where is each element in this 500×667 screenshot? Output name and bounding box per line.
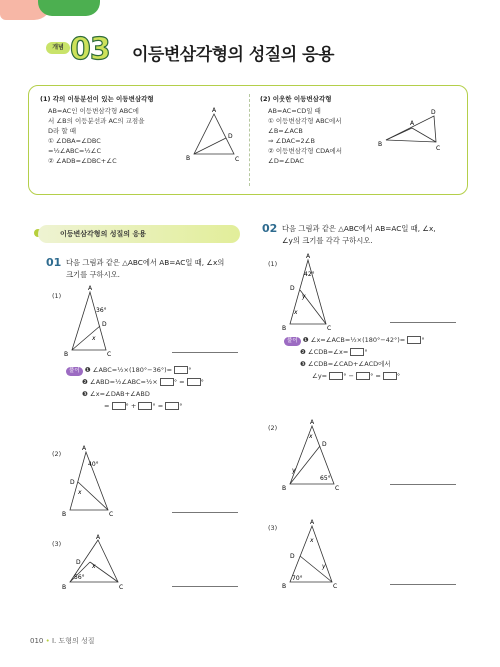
concept-left-body (48, 106, 191, 166)
tri-label-D: D (322, 441, 327, 448)
angle-x-label: x (78, 489, 82, 496)
tri-label-B: B (378, 141, 383, 148)
degree-sign: ° (125, 402, 129, 410)
answer-box[interactable] (187, 378, 201, 386)
q02-part2-triangle (282, 418, 346, 492)
tri-label-C: C (107, 351, 112, 358)
q02-part3-label: (3) (268, 524, 278, 532)
concept-right-line: ① 이등변삼각형 ABC에서 (268, 117, 342, 125)
q01-text (66, 257, 251, 281)
tri-label-A: A (96, 534, 101, 541)
q02-text (282, 223, 472, 247)
tri-label-A: A (410, 120, 415, 127)
concept-right-line: ∠D=∠DAC (268, 157, 304, 165)
answer-box[interactable] (329, 372, 343, 380)
equals-sign: = (157, 402, 164, 410)
tri-label-D: D (76, 559, 81, 566)
q02-text-line: ∠y의 크기를 각각 구하시오. (282, 236, 373, 245)
tri-label-C: C (436, 145, 441, 152)
q02-solution-line2: ❷ ∠CDB=∠x= (300, 348, 349, 356)
q01-part3-triangle (62, 534, 132, 590)
tri-label-B: B (62, 584, 67, 590)
tri-label-A: A (306, 253, 311, 260)
degree-sign: ° (179, 402, 183, 410)
angle-x-label: x (310, 537, 314, 544)
tri-label-B: B (62, 511, 67, 518)
footer-bullet: • (45, 637, 50, 645)
concept-left-line: =½∠ABC=½∠C (48, 147, 102, 155)
answer-box[interactable] (350, 348, 364, 356)
q01-solution-line2: ❷ ∠ABD=½∠ABC=½× (82, 378, 158, 386)
equals-sign: = (375, 372, 381, 380)
tri-label-A: A (310, 519, 315, 526)
tri-label-C: C (109, 511, 114, 518)
angle-label: 36° (96, 307, 107, 314)
tri-label-C: C (335, 485, 340, 492)
q02-text-line: 다음 그림과 같은 △ABC에서 AB=AC일 때, ∠x, (282, 224, 436, 233)
q02-solution-line3: ❸ ∠CDB=∠CAD+∠ACD에서 (300, 360, 391, 368)
q01-part2-triangle (62, 444, 122, 518)
concept-right-line: ⇒ ∠DAC=2∠B (268, 137, 315, 145)
angle-y-label: y (322, 563, 326, 570)
concept-right-line: ∠B=∠ACB (268, 127, 303, 135)
answer-box[interactable] (407, 336, 421, 344)
angle-label: 42° (304, 271, 315, 278)
tri-label-B: B (282, 583, 287, 590)
concept-right-triangle (378, 106, 448, 152)
angle-label: 40° (88, 461, 99, 468)
solution-badge: 풀이 (66, 367, 83, 376)
concept-left-triangle (186, 104, 246, 164)
concept-divider (249, 94, 250, 186)
concept-right-line: AB=AC=CD일 때 (268, 107, 321, 115)
tri-label-C: C (119, 584, 124, 590)
q02-part3-triangle (282, 518, 346, 590)
answer-line[interactable] (172, 512, 238, 513)
concept-right-line: ② 이등변삼각형 CDA에서 (268, 147, 343, 155)
q01-solution (66, 364, 251, 412)
q01-solution-line1: ❶ ∠ABC=½×(180°−36°)= (84, 366, 173, 374)
q02-number: 02 (262, 222, 278, 235)
q02-solution-line1: ❶ ∠x=∠ACB=½×(180°−42°)= (302, 336, 406, 344)
section-title: 이등변삼각형의 성질의 응용 (38, 225, 240, 243)
equals-sign: = (179, 378, 185, 386)
concept-left-heading: (1) 각의 이등분선이 있는 이등변삼각형 (40, 95, 154, 103)
tri-label-D: D (290, 285, 295, 292)
angle-label: 65° (320, 475, 331, 482)
q01-text-line: 다음 그림과 같은 △ABC에서 AB=AC일 때, ∠x의 (66, 258, 225, 267)
q02-part1-label: (1) (268, 260, 278, 268)
tri-label-B: B (186, 155, 191, 162)
q01-solution-line3: ❸ ∠x=∠DAB+∠ABD (82, 390, 150, 398)
plus-sign: + (130, 402, 137, 410)
answer-box[interactable] (383, 372, 397, 380)
minus-sign: − (348, 372, 354, 380)
angle-x-label: x (309, 433, 313, 440)
angle-y-label: y (302, 293, 306, 300)
header-decoration-green (38, 0, 100, 16)
degree-sign: ° (200, 378, 204, 386)
tri-label-B: B (64, 351, 69, 358)
concept-right-heading: (2) 이웃한 이등변삼각형 (260, 95, 332, 103)
q02-part2-label: (2) (268, 424, 278, 432)
answer-box[interactable] (356, 372, 370, 380)
tri-label-C: C (327, 325, 332, 332)
q01-part1-triangle (62, 284, 122, 358)
tri-label-B: B (282, 325, 287, 332)
tri-label-A: A (82, 445, 87, 452)
q02-solution-line4: ∠y= (312, 372, 328, 380)
concept-left-line: AB=AC인 이등변삼각형 ABC에 (48, 107, 139, 115)
degree-sign: ° (173, 378, 178, 386)
answer-line[interactable] (390, 584, 456, 585)
tri-label-D: D (228, 133, 233, 140)
answer-line[interactable] (172, 352, 238, 353)
tri-label-B: B (282, 485, 287, 492)
tri-label-D: D (70, 479, 75, 486)
answer-box[interactable] (112, 402, 126, 410)
q01-number: 01 (46, 256, 62, 269)
tri-label-C: C (333, 583, 338, 590)
concept-number: 03 (70, 32, 110, 67)
concept-left-line: D라 할 때 (48, 127, 76, 135)
concept-left-line: 서 ∠B의 이등분선과 AC의 교점을 (48, 117, 145, 125)
tri-label-D: D (290, 553, 295, 560)
tri-label-D: D (431, 109, 436, 116)
q02-part1-triangle (282, 252, 342, 332)
degree-sign: ° (370, 372, 374, 380)
tri-label-D: D (102, 321, 107, 328)
page-number: 010 (30, 637, 44, 645)
answer-box[interactable] (165, 402, 179, 410)
q01-part3-label: (3) (52, 540, 62, 548)
concept-left-line: ① ∠DBA=∠DBC (48, 137, 101, 145)
q01-part2-label: (2) (52, 450, 62, 458)
answer-box[interactable] (160, 378, 174, 386)
q01-solution-line4: = (104, 402, 110, 410)
angle-x-label: x (92, 563, 96, 570)
tri-label-A: A (212, 107, 217, 114)
answer-box[interactable] (174, 366, 188, 374)
concept-badge: 개념 (46, 42, 70, 54)
chapter-name: I. 도형의 성질 (51, 637, 95, 645)
q01-part1-label: (1) (52, 292, 62, 300)
answer-line[interactable] (390, 484, 456, 485)
degree-sign: ° (421, 336, 425, 344)
tri-label-C: C (235, 156, 240, 163)
degree-sign: ° (188, 366, 192, 374)
angle-x-label: x (92, 335, 96, 342)
tri-label-A: A (88, 285, 93, 292)
answer-line[interactable] (390, 322, 456, 323)
degree-sign: ° (364, 348, 368, 356)
angle-label: 56° (74, 574, 85, 581)
page-title: 이등변삼각형의 성질의 응용 (132, 45, 334, 65)
concept-left-line: ② ∠ADB=∠DBC+∠C (48, 157, 117, 165)
q01-text-line: 크기를 구하시오. (66, 270, 120, 279)
solution-badge: 풀이 (284, 337, 301, 346)
q02-solution (284, 334, 474, 382)
angle-label: 70° (292, 575, 303, 582)
degree-sign: ° (343, 372, 347, 380)
concept-right-body (268, 106, 388, 166)
degree-sign: ° (396, 372, 401, 380)
angle-y-label: y (292, 467, 296, 474)
angle-x-label: x (294, 309, 298, 316)
degree-sign: ° (152, 402, 156, 410)
answer-line[interactable] (172, 586, 238, 587)
page-footer (30, 636, 95, 646)
answer-box[interactable] (138, 402, 152, 410)
tri-label-A: A (310, 419, 315, 426)
